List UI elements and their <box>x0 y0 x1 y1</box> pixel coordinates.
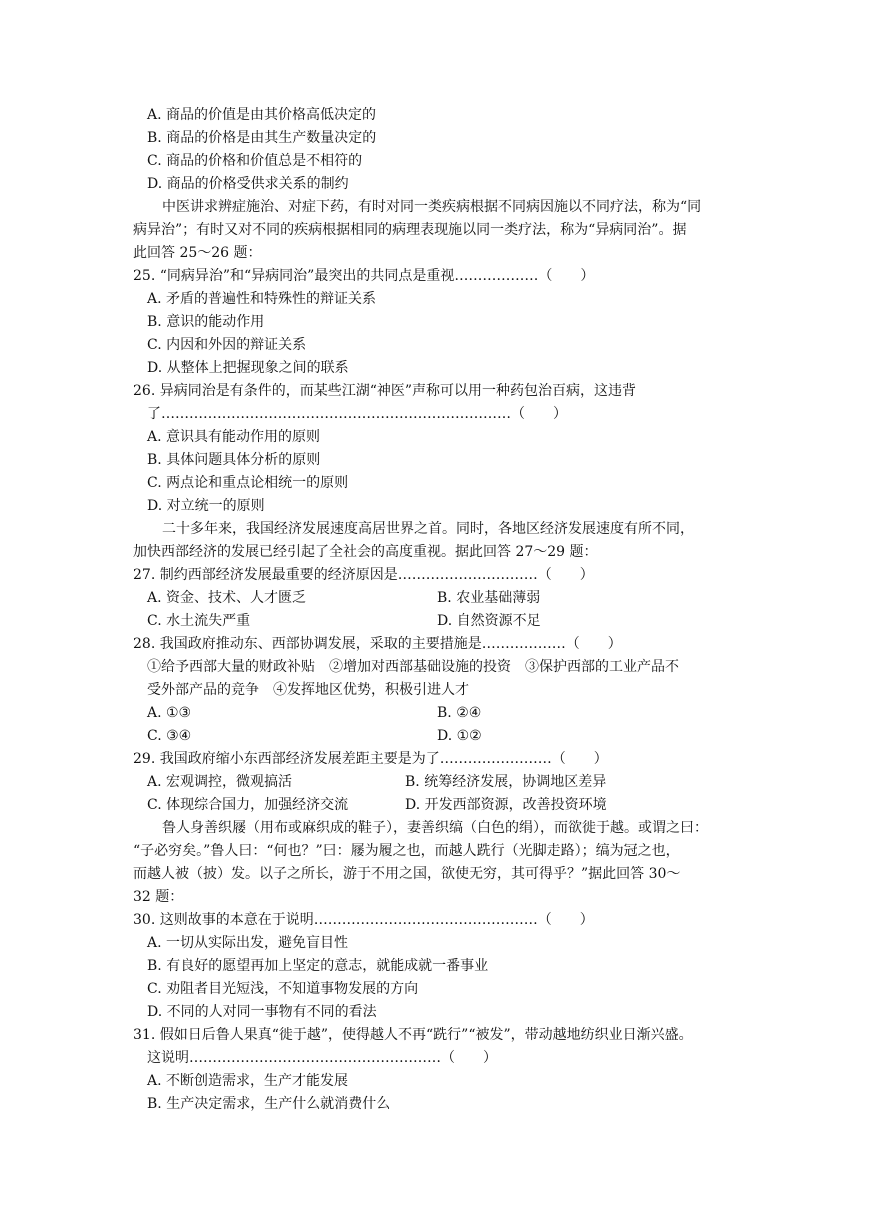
question-26-stem-cont: 了…………………………………………………………………（ ） <box>147 406 567 422</box>
question-29-stem: 29. 我国政府缩小东西部经济发展差距主要是为了……………………（ ） <box>133 751 608 767</box>
passage-line: 32 题： <box>133 889 184 905</box>
question-31-stem-cont: 这说明………………………………………………（ ） <box>147 1050 497 1066</box>
passage-line: 加快西部经济的发展已经引起了全社会的高度重视。据此回答 27～29 题： <box>133 544 598 560</box>
option-b: B. 商品的价格是由其生产数量决定的 <box>147 130 377 146</box>
passage-line: 病异治”；有时又对不同的疾病根据相同的病理表现施以同一类疗法，称为“异病同治”。据 <box>133 222 687 238</box>
passage-line: 鲁人身善织屦（用布或麻织成的鞋子），妻善织缟（白色的绢），而欲徙于越。或谓之曰： <box>162 820 708 836</box>
option-b: B. 农业基础薄弱 <box>437 590 541 606</box>
option-d: D. 从整体上把握现象之间的联系 <box>147 360 349 376</box>
option-d: D. 开发西部资源，改善投资环境 <box>405 797 607 813</box>
passage-line: 二十多年来，我国经济发展速度高居世界之首。同时，各地区经济发展速度有所不同， <box>162 521 694 537</box>
option-a: A. ①③ <box>147 705 192 721</box>
passage-line: 而越人被（披）发。以子之所长，游于不用之国，欲使无穷，其可得乎？”据此回答 30～ <box>133 866 681 882</box>
option-b: B. 具体问题具体分析的原则 <box>147 452 321 468</box>
option-a: A. 资金、技术、人才匮乏 <box>147 590 307 606</box>
question-30-stem: 30. 这则故事的本意在于说明…………………………………………（ ） <box>133 912 594 928</box>
question-28-stem: 28. 我国政府推动东、西部协调发展，采取的主要措施是………………（ ） <box>133 636 622 652</box>
option-d: D. 商品的价格受供求关系的制约 <box>147 176 349 192</box>
option-a: A. 矛盾的普遍性和特殊性的辩证关系 <box>147 291 377 307</box>
option-a: A. 不断创造需求，生产才能发展 <box>147 1073 349 1089</box>
question-28-items: ①给予西部大量的财政补贴 ②增加对西部基础设施的投资 ③保护西部的工业产品不 <box>147 659 679 675</box>
option-d: D. ①② <box>437 728 482 744</box>
option-c: C. 内因和外因的辩证关系 <box>147 337 307 353</box>
option-c: C. 两点论和重点论相统一的原则 <box>147 475 349 491</box>
option-d: D. 自然资源不足 <box>437 613 541 629</box>
option-a: A. 意识具有能动作用的原则 <box>147 429 321 445</box>
option-b: B. 统筹经济发展，协调地区差异 <box>405 774 607 790</box>
option-c: C. 体现综合国力，加强经济交流 <box>147 797 349 813</box>
option-a: A. 宏观调控，微观搞活 <box>147 774 293 790</box>
option-c: C. 商品的价格和价值总是不相符的 <box>147 153 363 169</box>
question-28-items-cont: 受外部产品的竞争 ④发挥地区优势，积极引进人才 <box>147 682 469 698</box>
option-a: A. 一切从实际出发，避免盲目性 <box>147 935 349 951</box>
passage-line: “子必穷矣。”鲁人曰：“何也？”曰：屦为履之也，而越人跣行（光脚走路）；缟为冠之也， <box>133 843 680 859</box>
option-b: B. 生产决定需求，生产什么就消费什么 <box>147 1096 391 1112</box>
option-a: A. 商品的价值是由其价格高低决定的 <box>147 107 377 123</box>
option-d: D. 对立统一的原则 <box>147 498 265 514</box>
question-27-stem: 27. 制约西部经济发展最重要的经济原因是…………………………（ ） <box>133 567 594 583</box>
option-c: C. 水土流失严重 <box>147 613 251 629</box>
option-b: B. ②④ <box>437 705 482 721</box>
question-31-stem: 31. 假如日后鲁人果真“徙于越”，使得越人不再“跣行”“被发”，带动越地纺织业日渐兴盛。 <box>133 1027 693 1043</box>
option-b: B. 有良好的愿望再加上坚定的意志，就能成就一番事业 <box>147 958 489 974</box>
option-b: B. 意识的能动作用 <box>147 314 265 330</box>
option-c: C. ③④ <box>147 728 192 744</box>
option-c: C. 劝阻者目光短浅，不知道事物发展的方向 <box>147 981 419 997</box>
question-25-stem: 25. “同病异治”和“异病同治”最突出的共同点是重视………………（ ） <box>133 268 595 284</box>
passage-line: 此回答 25～26 题： <box>133 245 262 261</box>
option-d: D. 不同的人对同一事物有不同的看法 <box>147 1004 377 1020</box>
passage-line: 中医讲求辨症施治、对症下药，有时对同一类疾病根据不同病因施以不同疗法，称为“同 <box>162 199 702 215</box>
question-26-stem: 26. 异病同治是有条件的，而某些江湖“神医”声称可以用一种药包治百病，这违背 <box>133 383 637 399</box>
